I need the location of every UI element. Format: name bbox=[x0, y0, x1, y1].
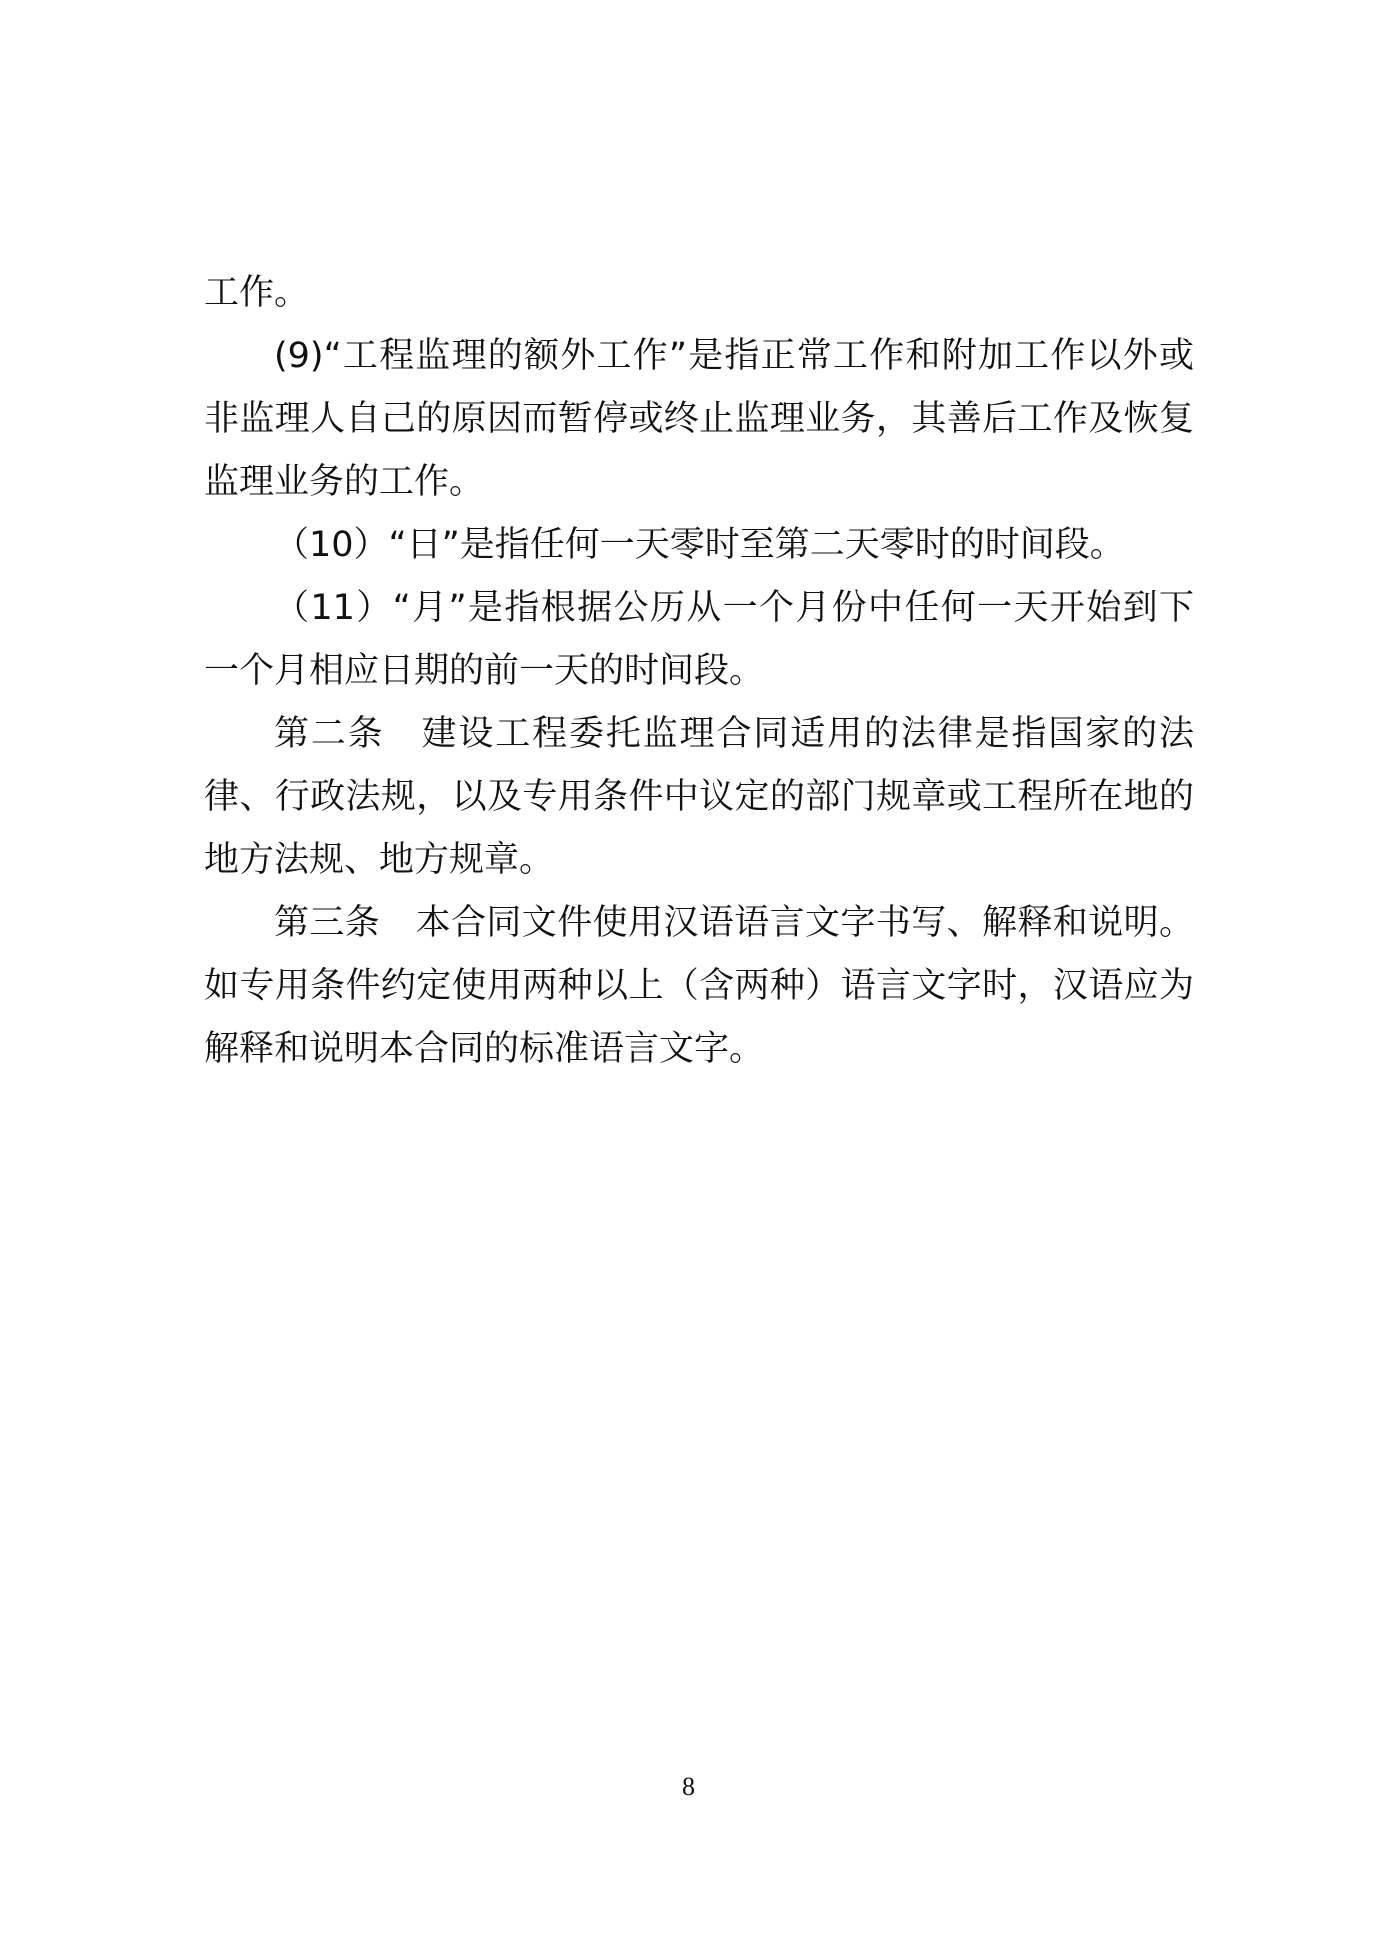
paragraph-article-2: 第二条 建设工程委托监理合同适用的法律是指国家的法律、行政法规，以及专用条件中议定的部门规章或工程所在地的地方法规、地方规章。 bbox=[204, 714, 1194, 880]
paragraph-item-11: （11）“月”是指根据公历从一个月份中任何一天开始到下一个月相应日期的前一天的时间段。 bbox=[204, 588, 1194, 691]
document-body bbox=[204, 262, 1194, 1081]
paragraph-item-9: (9)“工程监理的额外工作”是指正常工作和附加工作以外或非监理人自己的原因而暂停或终止监理业务，其善后工作及恢复监理业务的工作。 bbox=[204, 336, 1194, 502]
paragraph-continuation: 工作。 bbox=[204, 273, 310, 313]
paragraph-item-10: （10）“日”是指任何一天零时至第二天零时的时间段。 bbox=[274, 525, 1125, 565]
page-number: 8 bbox=[682, 1772, 695, 1801]
paragraph-article-3: 第三条 本合同文件使用汉语语言文字书写、解释和说明。如专用条件约定使用两种以上（含两种）语言文字时，汉语应为解释和说明本合同的标准语言文字。 bbox=[204, 903, 1194, 1069]
